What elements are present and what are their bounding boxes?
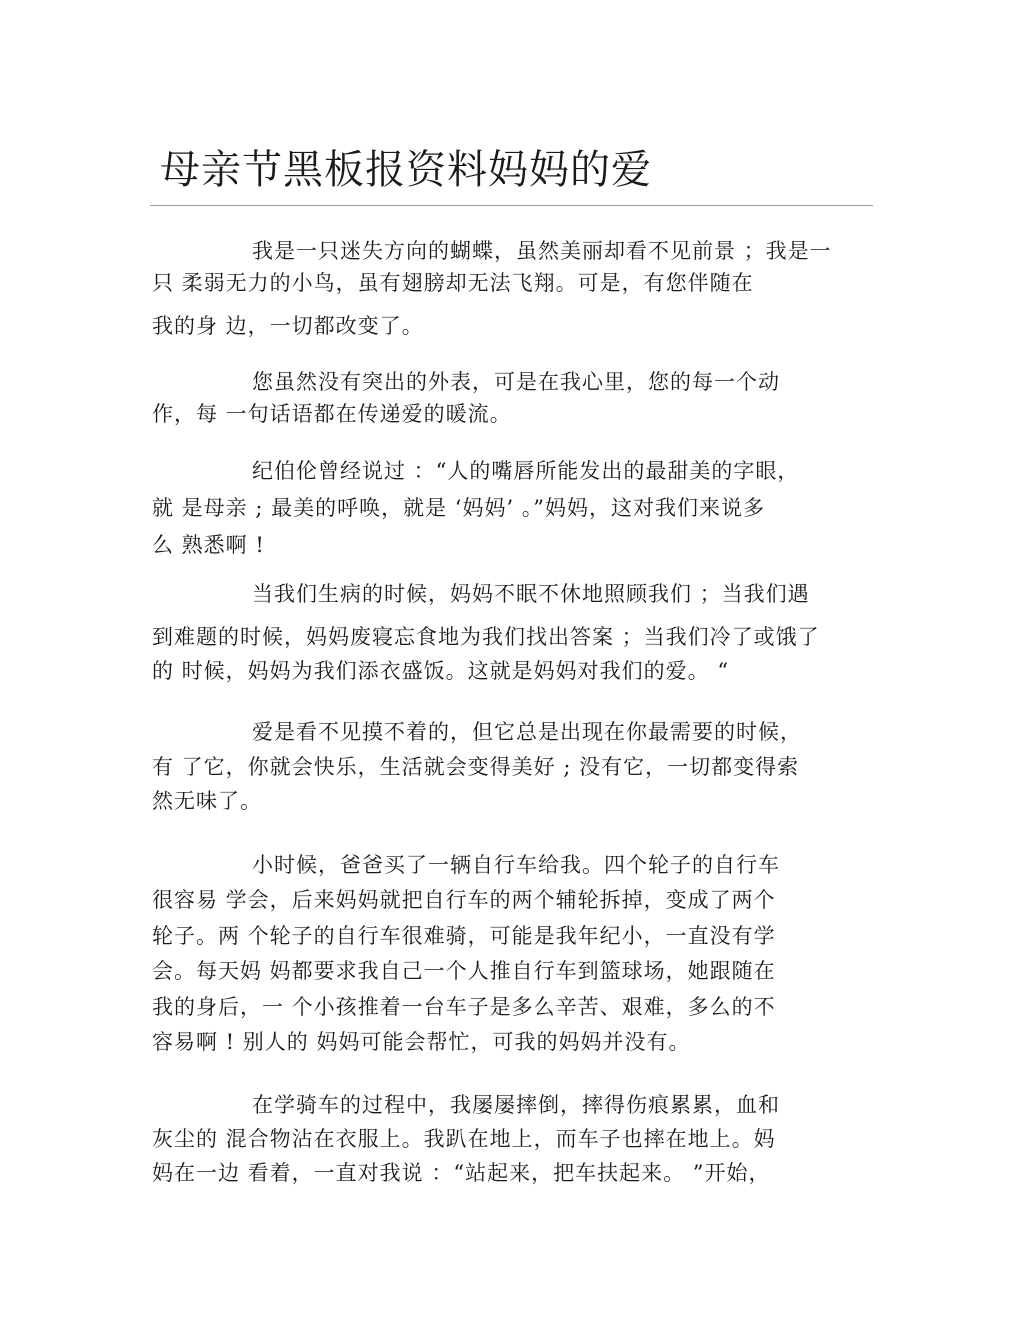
body-line: 只 柔弱无力的小鸟，虽有翅膀却无法飞翔。可是，有您伴随在: [152, 271, 754, 295]
body-line: 很容易 学会，后来妈妈就把自行车的两个辅轮拆掉，变成了两个: [152, 888, 776, 912]
body-line: 到难题的时候，妈妈废寝忘食地为我们找出答案 ；当我们冷了或饿了: [152, 625, 820, 649]
body-line: 然无味了。: [152, 789, 262, 813]
body-line: 我的身后，一 个小孩推着一台车子是多么辛苦、艰难，多么的不: [152, 995, 776, 1019]
title-divider: [150, 205, 873, 206]
body-line: 我是一只迷失方向的蝴蝶，虽然美丽却看不见前景 ；我是一: [252, 239, 832, 263]
body-line: 纪伯伦曾经说过 ：“人的嘴唇所能发出的最甜美的字眼，: [252, 459, 800, 483]
body-line: 我的身 边，一切都改变了。: [152, 314, 424, 338]
body-line: 有 了它，你就会快乐，生活就会变得美好 ; 没有它，一切都变得索: [152, 755, 800, 779]
body-line: 您虽然没有突出的外表，可是在我心里，您的每一个动: [252, 370, 780, 394]
body-line: 当我们生病的时候，妈妈不眠不休地照顾我们 ；当我们遇: [252, 582, 810, 606]
body-line: 容易啊 ! 别人的 妈妈可能会帮忙，可我的妈妈并没有。: [152, 1030, 691, 1054]
body-line: 么 熟悉啊 !: [152, 533, 265, 557]
body-line: 灰尘的 混合物沾在衣服上。我趴在地上，而车子也摔在地上。妈: [152, 1127, 776, 1151]
body-line: 小时候，爸爸买了一辆自行车给我。四个轮子的自行车: [252, 853, 780, 877]
body-line: 爱是看不见摸不着的，但它总是出现在你最需要的时候，: [252, 720, 802, 744]
body-line: 就 是母亲 ; 最美的呼唤，就是 ‘妈妈’ 。”妈妈，这对我们来说多: [152, 496, 766, 520]
body-line: 在学骑车的过程中，我屡屡摔倒，摔得伤痕累累，血和: [252, 1093, 780, 1117]
body-line: 的 时候，妈妈为我们添衣盛饭。这就是妈妈对我们的爱。 “: [152, 659, 730, 683]
body-line: 轮子。两 个轮子的自行车很难骑，可能是我年纪小，一直没有学: [152, 924, 776, 948]
body-line: 妈在一边 看着，一直对我说 ：“站起来，把车扶起来。 ”开始，: [152, 1161, 771, 1185]
body-line: 作，每 一句话语都在传递爱的暖流。: [152, 402, 512, 426]
document-title: 母亲节黑板报资料妈妈的爱: [160, 147, 652, 193]
body-line: 会。每天妈 妈都要求我自己一个人推自行车到篮球场，她跟随在: [152, 959, 776, 983]
